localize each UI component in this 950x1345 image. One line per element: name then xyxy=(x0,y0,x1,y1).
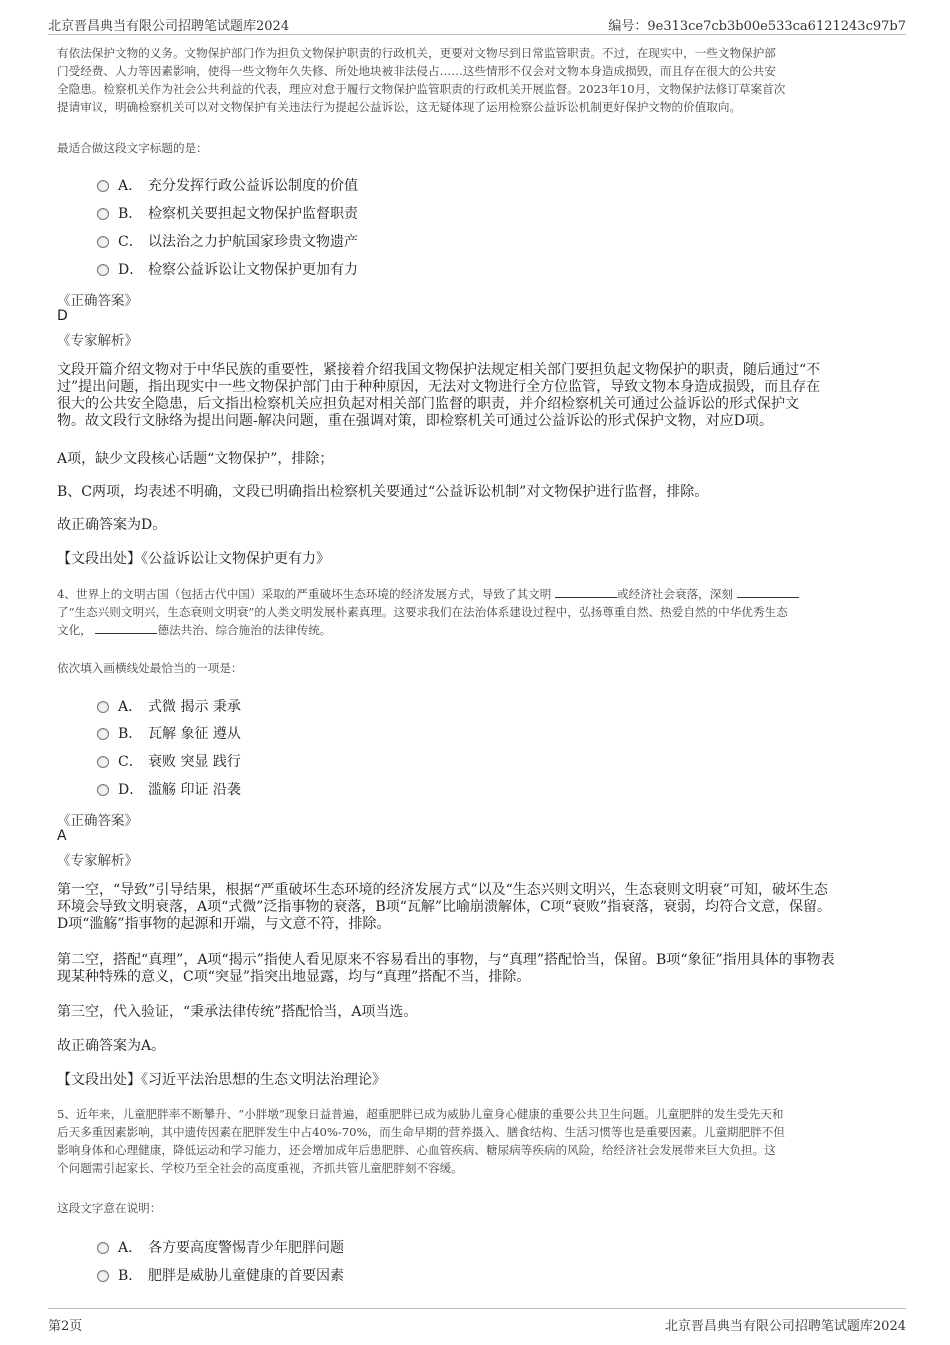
fill-blank xyxy=(555,585,617,598)
q3-analysis-para: B、C两项，均表述不明确，文段已明确指出检察机关要通过“公益诉讼机制”对文物保护进行监督，排除。 xyxy=(57,484,709,500)
q4-answer-label: 《正确答案》 xyxy=(57,813,138,829)
radio-icon[interactable] xyxy=(97,208,109,220)
q4-question: 依次填入画横线处最恰当的一项是： xyxy=(57,661,243,675)
option-text: 检察机关要担起文物保护监督职责 xyxy=(148,206,358,222)
q4-option-d[interactable]: D． 滥觞 印证 沿袭 xyxy=(97,779,241,799)
q3-passage xyxy=(57,44,899,116)
option-text: 以法治之力护航国家珍贵文物遗产 xyxy=(148,234,358,250)
q5-option-b[interactable]: B． 肥胖是威胁儿童健康的首要因素 xyxy=(97,1265,344,1285)
q3-passage-line: 门受经费、人力等因素影响，使得一些文物年久失修、所处地块被非法侵占……这些情形不仅会对文物本身造成损毁，而且存在很大的公共安 xyxy=(57,64,776,78)
radio-icon[interactable] xyxy=(97,784,109,796)
q4-answer: A xyxy=(57,828,67,844)
q4-option-b[interactable]: B． 瓦解 象征 遵从 xyxy=(97,723,241,743)
q3-option-c[interactable]: C． 以法治之力护航国家珍贵文物遗产 xyxy=(97,231,358,251)
option-text: 瓦解 象征 遵从 xyxy=(148,726,241,742)
q3-option-b[interactable]: B． 检察机关要担起文物保护监督职责 xyxy=(97,203,358,223)
option-text: 充分发挥行政公益诉讼制度的价值 xyxy=(148,178,358,194)
header-title: 北京晋昌典当有限公司招聘笔试题库2024 xyxy=(48,19,290,34)
q4-analysis-label: 《专家解析》 xyxy=(57,853,138,869)
option-text: 肥胖是威胁儿童健康的首要因素 xyxy=(148,1268,344,1284)
q3-passage-line: 有依法保护文物的义务。文物保护部门作为担负文物保护职责的行政机关，更要对文物尽到日常监管职责。不过，在现实中，一些文物保护部 xyxy=(57,46,776,60)
header-serial-number: 编号：9e313ce7cb3b00e533ca6121243c97b7 xyxy=(608,19,906,34)
radio-icon[interactable] xyxy=(97,180,109,192)
q3-passage-line: 提请审议，明确检察机关可以对文物保护有关违法行为提起公益诉讼，这无疑体现了运用检察公益诉讼机制更好保护文物的价值取向。 xyxy=(57,100,742,114)
q3-analysis-para: A项，缺少文段核心话题“文物保护”，排除； xyxy=(57,451,334,467)
q3-option-d[interactable]: D． 检察公益诉讼让文物保护更加有力 xyxy=(97,259,358,279)
page-number: 第2页 xyxy=(48,1319,83,1334)
q5-passage: 5、近年来，儿童肥胖率不断攀升、“小胖墩”现象日益普遍，超重肥胖已成为威胁儿童身心健康的重要公共卫生问题。儿童肥胖的发生受先天和 后天多重因素影响，其中遗传因素在肥胖发生中占40%-70%，而生命早期的营养摄入、膳食结构、生活习惯等也是重要因素。儿童期肥胖不但 影响身体和心理健康，降低运动和学习能力，还会增加成年后患肥胖、心血管疾病、糖尿病等疾病的风险，给经济社会发展带来巨大负担。这 个问题需引起家长、学校乃至全社会的高度重视，齐抓共管儿童肥胖刻不容缓。 xyxy=(57,1107,785,1175)
q3-answer: D xyxy=(57,308,68,324)
footer-title: 北京晋昌典当有限公司招聘笔试题库2024 xyxy=(664,1319,906,1334)
radio-icon[interactable] xyxy=(97,264,109,276)
option-text: 检察公益诉讼让文物保护更加有力 xyxy=(148,262,358,278)
q5-option-a[interactable]: A． 各方要高度警惕青少年肥胖问题 xyxy=(97,1237,344,1257)
q4-option-a[interactable]: A． 式微 揭示 秉承 xyxy=(97,696,241,716)
option-text: 各方要高度警惕青少年肥胖问题 xyxy=(148,1240,344,1256)
q5-question: 这段文字意在说明： xyxy=(57,1201,162,1215)
fill-blank xyxy=(95,621,157,634)
q3-question: 最适合做这段文字标题的是： xyxy=(57,141,208,155)
q4-analysis-para: 故正确答案为A。 xyxy=(57,1038,166,1054)
radio-icon[interactable] xyxy=(97,756,109,768)
q3-option-a[interactable]: A． 充分发挥行政公益诉讼制度的价值 xyxy=(97,175,358,195)
option-text: 衰败 突显 践行 xyxy=(148,754,241,770)
q4-analysis-para: 第三空，代入验证，“秉承法律传统”搭配恰当，A项当选。 xyxy=(57,1004,418,1020)
radio-icon[interactable] xyxy=(97,728,109,740)
q4-analysis-para: 第一空，“导致”引导结果，根据“严重破坏生态环境的经济发展方式”以及“生态兴则文明兴，生态衰则文明衰”可知，破坏生态 环境会导致文明衰落，A项“式微”泛指事物的衰落，B项“瓦解”比喻崩溃解体，C项“衰败”指衰落，衰弱，均符合文意，保留。 D项“滥觞”指事物的起源和开端，与文意不符，排除。 xyxy=(57,882,832,932)
option-text: 滥觞 印证 沿袭 xyxy=(148,782,241,798)
q4-passage: 4、世界上的文明古国（包括古代中国）采取的严重破坏生态环境的经济发展方式，导致了其文明 或经济社会衰落，深刻 了“生态兴则文明兴，生态衰则文明衰”的人类文明发展朴素真理。这要求我们在法治体系建设过程中，弘扬尊重自然、热爱自然的中华优秀生态 文化， 德法共治、综合施治的法律传统。 xyxy=(57,585,899,639)
page-footer xyxy=(48,1308,906,1337)
q3-analysis-para: 故正确答案为D。 xyxy=(57,517,167,533)
radio-icon[interactable] xyxy=(97,1242,109,1254)
q4-source: 【文段出处】《习近平法治思想的生态文明法治理论》 xyxy=(57,1072,386,1088)
q3-answer-label: 《正确答案》 xyxy=(57,293,138,309)
radio-icon[interactable] xyxy=(97,236,109,248)
fill-blank xyxy=(737,585,799,598)
radio-icon[interactable] xyxy=(97,701,109,713)
page-header xyxy=(48,10,906,35)
option-text: 式微 揭示 秉承 xyxy=(148,699,241,715)
q4-option-c[interactable]: C． 衰败 突显 践行 xyxy=(97,751,241,771)
q3-source: 【文段出处】《公益诉讼让文物保护更有力》 xyxy=(57,551,330,567)
q3-analysis-label: 《专家解析》 xyxy=(57,333,138,349)
radio-icon[interactable] xyxy=(97,1270,109,1282)
q3-analysis-para: 文段开篇介绍文物对于中华民族的重要性，紧接着介绍我国文物保护法规定相关部门要担负起文物保护的职责，随后通过“不 过”提出问题，指出现实中一些文物保护部门由于种种原因，无法对文物进行全方位监管，导致文物本身造成损毁，而且存在 很大的公共安全隐患，后文指出检察机关应担负起对相关部门监督的职责，并介绍检察机关可通过公益诉讼的形式保护文 物。故文段行文脉络为提出问题-解决问题，重在强调对策，即检察机关可通过公益诉讼的形式保护文物，对应D项。 xyxy=(57,362,821,429)
q3-passage-line: 全隐患。检察机关作为社会公共利益的代表，理应对怠于履行文物保护监管职责的行政机关开展监督。2023年10月，文物保护法修订草案首次 xyxy=(57,82,786,96)
q4-analysis-para: 第二空，搭配“真理”，A项“揭示”指使人看见原来不容易看出的事物，与“真理”搭配恰当，保留。B项“象征”指用具体的事物表 现某种特殊的意义，C项“突显”指突出地显露，均与“真理”搭配不当，排除。 xyxy=(57,952,835,985)
